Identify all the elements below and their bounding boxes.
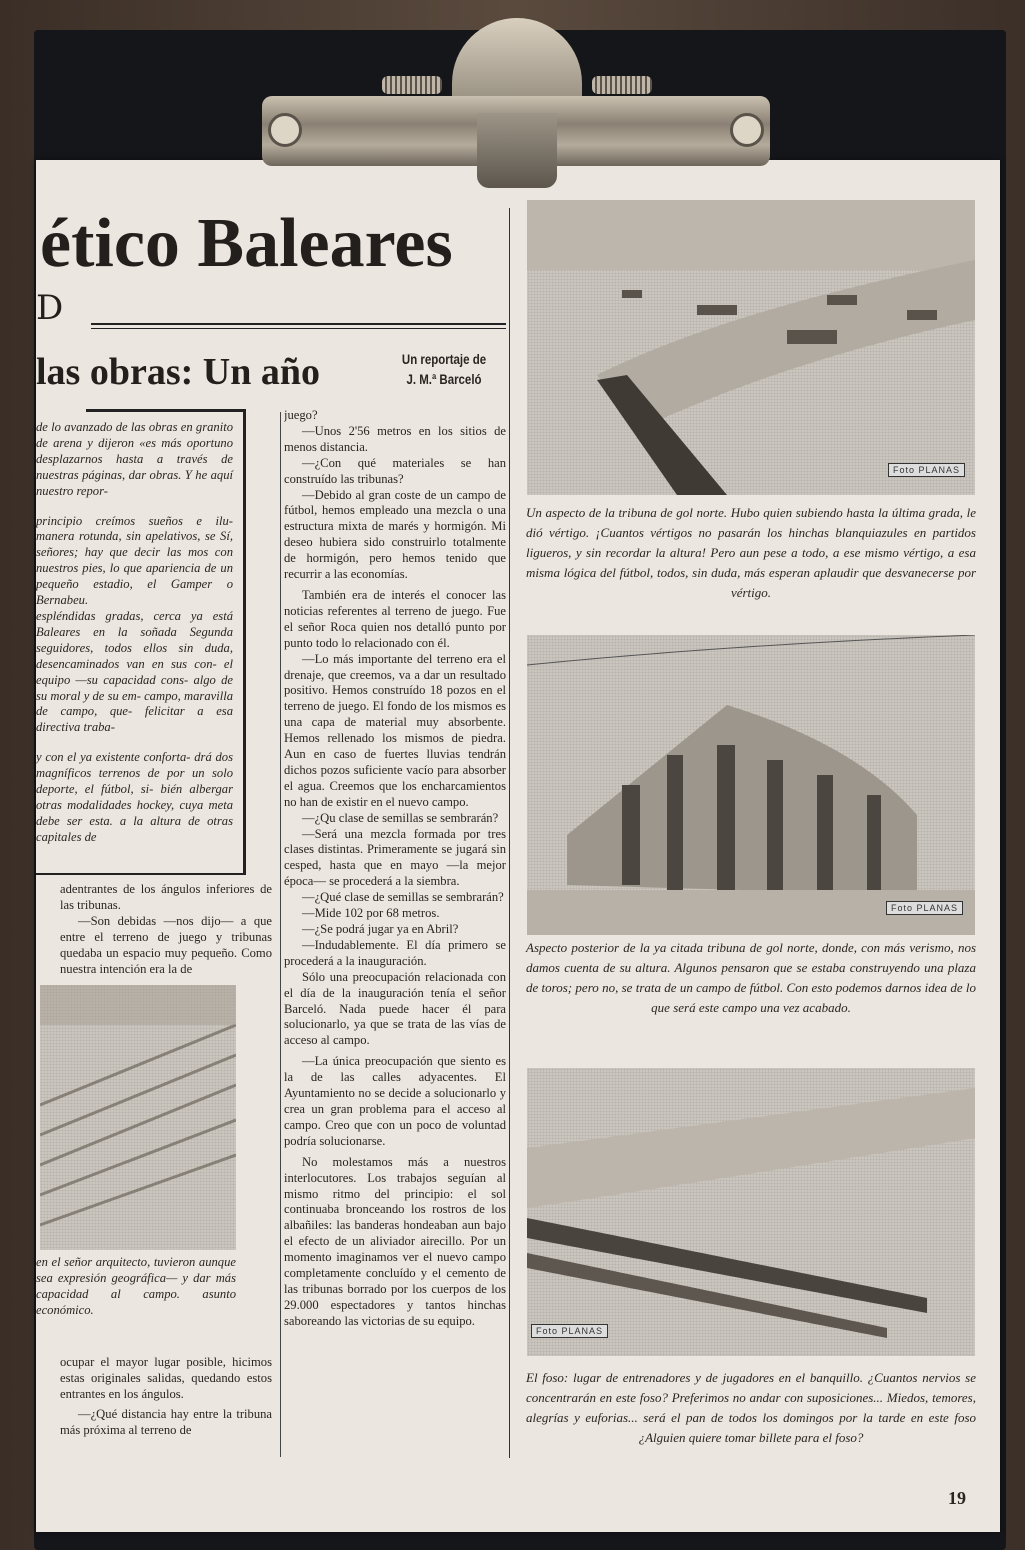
paragraph: —Lo más importante del terreno era el drenaje, que creemos, va a dar un resultado positivo. Hemos construído 18 pozos en el terreno de juego. El fondo de los mismos es una capa de material muy absorbente. Hemos rellenado los mismos de piedra. Aun en caso de fuertes lluvias tendrán dichos pozos suficiente vacío para absorber el agua. Creemos que los encharcamientos no han de existir en el nuevo campo. — [284, 651, 506, 809]
photo-stands-left-image — [40, 985, 236, 1250]
photo-dugout — [527, 1068, 975, 1356]
paragraph: —¿Qu clase de semillas se sembrarán? — [302, 810, 499, 825]
paragraph: —Unos 2'56 metros en los sitios de menos distancia. — [284, 423, 506, 454]
page-number: 19 — [948, 1488, 966, 1508]
middle-column-text — [284, 408, 506, 1458]
intro-paragraph: principio creímos sueños e ilu- manera rotunda, sin apelativos, se Sí, señores; hay que decir las mos con nuestros pies, lo que apariencia de un pequeño estadio, el Gamper o Bernabeu. — [36, 513, 233, 608]
paragraph: —Será una mezcla formada por tres clases distintas. Primeramente se jugará sin cesped, hasta que en mayo —la mejor época— se procederá a la siembra. — [284, 826, 506, 889]
binder-clip — [262, 18, 770, 188]
photo-caption: El foso: lugar de entrenadores y de jugadores en el banquillo. ¿Cuantos nervios se concentrarán en este foso? Preferimos no andar con suposiciones... Miedos, temores, alegrías y euforias... será el pan de todos los domingos por la tarde en este foso ¿Alguien quiere tomar billete para el foso? — [526, 1370, 976, 1445]
photo-stand-rear — [527, 635, 975, 935]
paragraph: También era de interés el conocer las noticias referentes al terreno de juego. Fue el señor Roca quien nos detalló punto por punto todo lo relacionado con él. — [284, 587, 506, 650]
intro-box — [36, 410, 246, 875]
photo-caption: Aspecto posterior de la ya citada tribuna de gol norte, donde, con más verismo, nos damos cuenta de su altura. Algunos pensaron que se estaba construyendo una plaza de toros; pero no, se trata de un campo de fútbol. Con esto podemos darnos idea de lo que será este campo una vez acabado. — [526, 940, 976, 1015]
headline-rule — [91, 323, 506, 329]
left-column-text — [60, 882, 272, 977]
paragraph: adentrantes de los ángulos inferiores de las tribunas. — [60, 882, 272, 912]
clip-lever — [477, 113, 557, 188]
left-column-bottom — [60, 1355, 272, 1439]
paragraph: —¿Con qué materiales se han construído las tribunas? — [284, 455, 506, 486]
column-divider — [280, 412, 281, 1457]
paragraph: —¿Qué distancia hay entre la tribuna más próxima al terreno de — [60, 1406, 272, 1437]
paragraph: —La única preocupación que siento es la de las calles adyacentes. El Ayuntamiento no se decide a solucionarlo y crea un gran problema para el acceso al campo. Creo que con un poco de voluntad podría solucionarse. — [284, 1054, 506, 1148]
paragraph: —Indudablemente. El día primero se procederá a la inauguración. — [284, 937, 506, 968]
subheadline: las obras: Un año — [36, 351, 320, 393]
paragraph: —¿Qué clase de semillas se sembrarán? — [302, 890, 504, 905]
clip-spring — [592, 76, 652, 94]
byline-line-2: J. M.ª Barceló — [406, 372, 482, 387]
paragraph: No molestamos más a nuestros interlocutores. Los trabajos seguían al mismo ritmo del principio: el sol continuaba bronceando los rostros de los albañiles: las banderas hondeaban aun bajo el efecto de un aliviador airecillo. Por un momento imaginamos ver el nuevo campo completamente concluído y el cemento de las tribunas borrado por los cuerpos de los 29.000 espectadores y tantos hinchas saboreando las victorias de su equipo. — [284, 1154, 506, 1328]
headline-fragment: D — [36, 288, 64, 328]
photo-north-stand — [527, 200, 975, 495]
intro-paragraph: de lo avanzado de las obras en granito de arena y dijeron «es más oportuno desplazarnos hasta a través de nuestras páginas, dar obras. Y he aquí nuestro repor- — [36, 420, 233, 498]
paragraph: juego? — [284, 408, 318, 422]
intro-paragraph: y con el ya existente conforta- drá dos magníficos terrenos de por un solo deporte, el fútbol, si- bién albergar otras modalidades hockey, cuya meta debe ser esta. a la altura de otras capitales de — [36, 750, 233, 844]
clip-rivet — [730, 113, 764, 147]
clip-spring — [382, 76, 442, 94]
photo-north-stand-image — [527, 200, 975, 495]
photo-stands-left — [40, 985, 236, 1250]
paragraph: —Son debidas —nos dijo— a que entre el terreno de juego y tribunas quedaba un espacio muy pequeño. Como nuestra intención era la de — [60, 913, 272, 976]
photo-dugout-image — [527, 1068, 975, 1356]
paragraph: Sólo una preocupación relacionada con el día de la inauguración tenía el señor Barceló. Nada puede hacer él para solucionarlo, ya que se trata de las vías de acceso al campo. — [284, 969, 506, 1048]
paragraph: —Debido al gran coste de un campo de fútbol, hemos empleado una mezcla o una estructura mixta de marés y hormigón. Mi deseo hubiera sido construirlo totalmente de hormigón, pero hemos tenido que recurrir a las economías. — [284, 487, 506, 582]
byline — [393, 350, 495, 390]
left-photo-caption: en el señor arquitecto, tuvieron aunque sea expresión geográfica— y dar más capacidad al campo. asunto económico. — [36, 1255, 236, 1317]
byline-line-1: Un reportaje de — [401, 352, 487, 367]
intro-paragraph: espléndidas gradas, cerca ya está Baleares en la soñada Segunda seguidores, todos ellos sin duda, desencaminados van en sus con- el equipo —su capacidad cons- algo de su moral y de su em- campo, maravilla de campo, que- felicitar a esa directiva traba- — [36, 608, 233, 735]
clip-rivet — [268, 113, 302, 147]
photo-credit: Foto PLANAS — [886, 901, 963, 915]
photo-caption: Un aspecto de la tribuna de gol norte. Hubo quien subiendo hasta la última grada, le dió vértigo. ¡Cuantos vértigos no pasarán los hinchas blanquiazules en partidos ligueros, y sin recordar la altura! Pero aun pese a todo, a ese mismo vértigo, a esa misma lógica del fútbol, todos, sin duda, más esperan aplaudir que desvanecerse por vértigo. — [526, 505, 976, 600]
paragraph: —¿Se podrá jugar ya en Abril? — [302, 922, 459, 936]
photo-credit: Foto PLANAS — [531, 1324, 608, 1338]
headline: ético Baleares — [40, 205, 453, 282]
newspaper-clipping — [36, 160, 1000, 1532]
photo-stand-rear-image — [527, 635, 975, 935]
paragraph: ocupar el mayor lugar posible, hicimos estas originales salidas, quedando estos entrantes en los ángulos. — [60, 1355, 272, 1401]
paragraph: —Mide 102 por 68 metros. — [302, 906, 440, 921]
photo-credit: Foto PLANAS — [888, 463, 965, 477]
column-divider — [509, 208, 510, 1458]
